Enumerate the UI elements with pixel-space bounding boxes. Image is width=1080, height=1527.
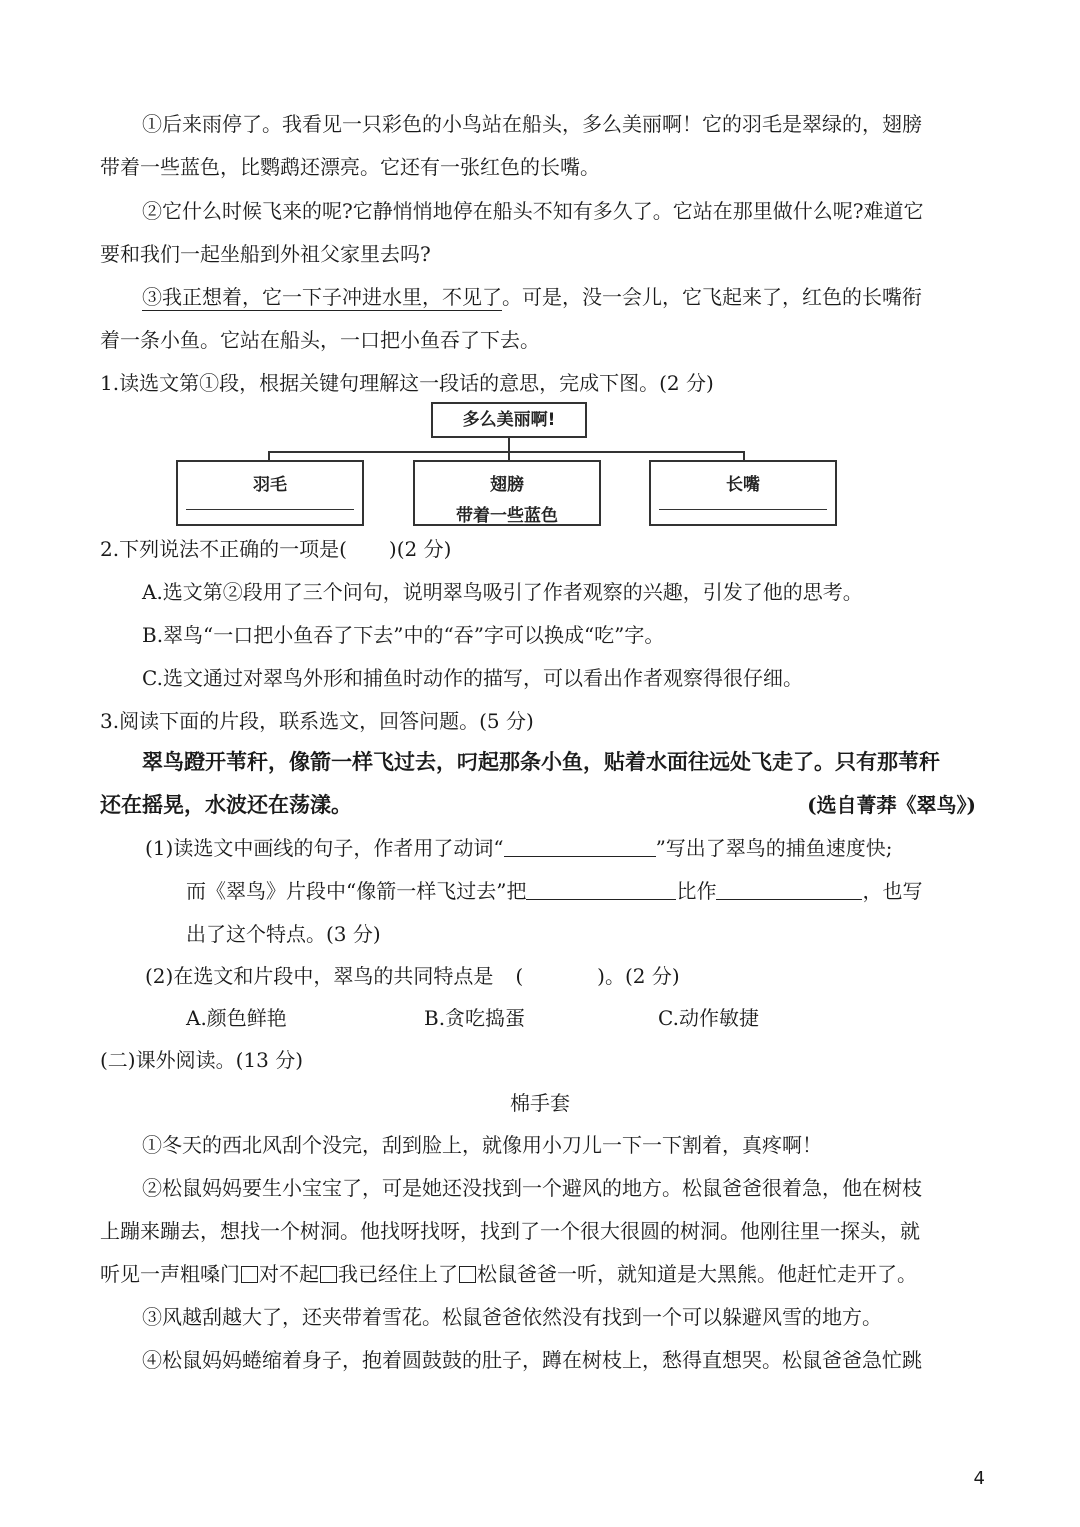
diagram-box-feathers xyxy=(176,460,364,526)
q3-sub2-text: (2)在选文和片段中，翠鸟的共同特点是 xyxy=(145,964,494,988)
story-p4: ④松鼠妈妈蜷缩着身子，抱着圆鼓鼓的肚子，蹲在树枝上，愁得直想哭。松鼠爸爸急忙跳 xyxy=(142,1348,922,1372)
diagram-box-wings xyxy=(413,460,601,526)
q3-sub1-verb-blank[interactable] xyxy=(504,836,656,857)
q3-sub1-line1 xyxy=(145,834,893,862)
question-2-option-b: B.翠鸟“一口把小鱼吞了下去”中的“吞”字可以换成“吃”字。 xyxy=(142,623,665,647)
para2-line2: 要和我们一起坐船到外祖父家里去吗? xyxy=(100,242,431,266)
question-2 xyxy=(100,535,451,563)
question-2-text: 2.下列说法不正确的一项是( xyxy=(100,537,347,561)
story-p2-text-c: 我已经住上了 xyxy=(338,1262,458,1286)
story-p3: ③风越刮越大了，还夹带着雪花。松鼠爸爸依然没有找到一个可以躲避风雪的地方。 xyxy=(142,1305,882,1329)
question-1: 1.读选文第①段，根据关键句理解这一段话的意思，完成下图。(2 分) xyxy=(100,371,714,395)
q3-sub1-text-c: 而《翠鸟》片段中“像箭一样飞过去”把 xyxy=(186,879,527,903)
section-2-heading: (二)课外阅读。(13 分) xyxy=(100,1048,304,1072)
excerpt-line2: 还在摇晃，水波还在荡漾。 xyxy=(100,792,352,817)
para3-line2: 着一条小鱼。它站在船头，一口把小鱼吞了下去。 xyxy=(100,328,540,352)
q3-sub2-paren-close: )。(2 分) xyxy=(597,964,680,988)
q3-sub1-compare-blank-2[interactable] xyxy=(716,879,862,900)
question-2-option-a: A.选文第②段用了三个问句，说明翠鸟吸引了作者观察的兴趣，引发了他的思考。 xyxy=(142,580,863,604)
story-p2-text-d: 松鼠爸爸一听，就知道是大黑熊。他赶忙走开了。 xyxy=(477,1262,917,1286)
story-p2-text-b: 对不起 xyxy=(259,1262,319,1286)
diagram-box-beak xyxy=(649,460,837,526)
wings-description: 带着一些蓝色 xyxy=(456,506,558,526)
beak-answer-blank[interactable] xyxy=(659,509,827,510)
question-2-score: )(2 分) xyxy=(388,537,452,561)
para2-line1: ②它什么时候飞来的呢?它静悄悄地停在船头不知有多久了。它站在那里做什么呢?难道它 xyxy=(142,199,924,223)
underlined-sentence: ③我正想着，它一下子冲进水里，不见了 xyxy=(142,285,502,309)
q3-sub1-text-d: 比作 xyxy=(676,879,717,903)
story-p2-text-a: 听见一声粗嗓门 xyxy=(100,1262,240,1286)
q3-sub1-compare-blank-1[interactable] xyxy=(526,879,676,900)
story-title: 棉手套 xyxy=(510,1091,570,1115)
wings-label: 翅膀 xyxy=(490,475,524,495)
feathers-label: 羽毛 xyxy=(253,475,287,495)
story-p1: ①冬天的西北风刮个没完，刮到脸上，就像用小刀儿一下一下割着，真疼啊！ xyxy=(142,1133,822,1157)
question-3: 3.阅读下面的片段，联系选文，回答问题。(5 分) xyxy=(100,709,534,733)
para1-line2: 带着一些蓝色，比鹦鹉还漂亮。它还有一张红色的长嘴。 xyxy=(100,155,600,179)
q3-sub2 xyxy=(145,962,680,990)
story-p2-line1: ②松鼠妈妈要生小宝宝了，可是她还没找到一个避风的地方。松鼠爸爸很着急，他在树枝 xyxy=(142,1176,922,1200)
para3-rest: 。可是，没一会儿，它飞起来了，红色的长嘴衔 xyxy=(502,285,922,309)
diagram-connector-vertical xyxy=(508,438,510,452)
story-p2-line3 xyxy=(100,1260,917,1288)
para1-line1: ①后来雨停了。我看见一只彩色的小鸟站在船头，多么美丽啊！它的羽毛是翠绿的，翅膀 xyxy=(142,112,922,136)
q3-sub1-line3: 出了这个特点。(3 分) xyxy=(186,922,381,946)
q3-sub2-option-a: A.颜色鲜艳 xyxy=(186,1006,287,1030)
feathers-answer-blank[interactable] xyxy=(186,509,354,510)
excerpt-line1: 翠鸟蹬开苇秆，像箭一样飞过去，叼起那条小鱼，贴着水面往远处飞走了。只有那苇秆 xyxy=(142,749,940,774)
diagram-top-box: 多么美丽啊! xyxy=(431,402,587,438)
question-2-option-c: C.选文通过对翠鸟外形和捕鱼时动作的描写，可以看出作者观察得很仔细。 xyxy=(142,666,803,690)
diagram-connector-horizontal xyxy=(268,451,744,453)
q3-sub1-text-b: ”写出了翠鸟的捕鱼速度快; xyxy=(655,836,893,860)
story-p2-line2: 上蹦来蹦去，想找一个树洞。他找呀找呀，找到了一个很大很圆的树洞。他刚往里一探头，就 xyxy=(100,1219,920,1243)
punctuation-box-1[interactable] xyxy=(241,1266,258,1283)
q3-sub1-text-a: (1)读选文中画线的句子，作者用了动词“ xyxy=(145,836,504,860)
para3-line1 xyxy=(142,283,922,311)
punctuation-box-2[interactable] xyxy=(320,1266,337,1283)
q3-sub1-line2 xyxy=(186,877,922,905)
beak-label: 长嘴 xyxy=(726,475,760,495)
q3-sub1-text-e: ，也写 xyxy=(862,879,923,903)
punctuation-box-3[interactable] xyxy=(459,1266,476,1283)
excerpt-source: (选自菁莽《翠鸟》) xyxy=(807,793,976,817)
q3-sub2-option-b: B.贪吃捣蛋 xyxy=(424,1006,526,1030)
q3-sub2-paren-open: ( xyxy=(515,964,524,988)
page-number: 4 xyxy=(973,1468,985,1489)
q3-sub2-option-c: C.动作敏捷 xyxy=(658,1006,759,1030)
